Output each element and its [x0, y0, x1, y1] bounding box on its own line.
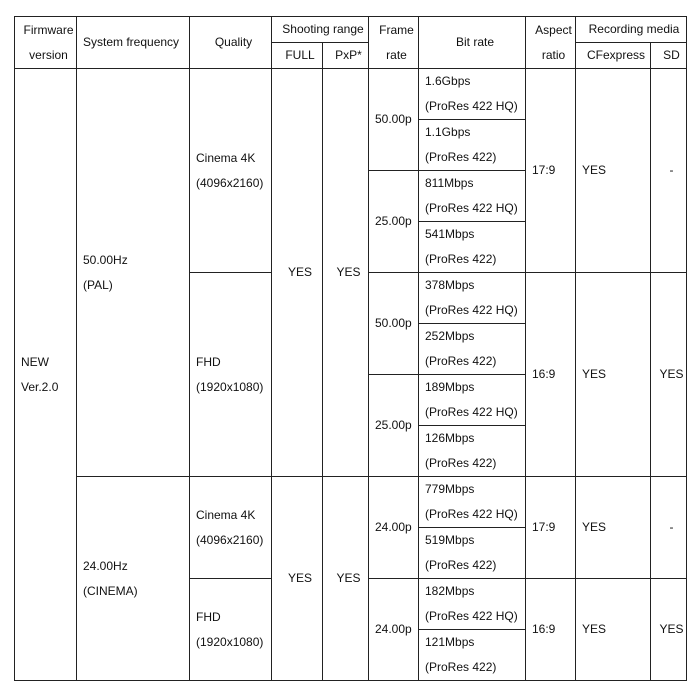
aspect-ratio-cell: 17:9 — [526, 69, 576, 273]
bit-rate-cell: 182Mbps (ProRes 422 HQ) — [419, 579, 526, 630]
frame-rate-cell: 25.00p — [369, 375, 419, 477]
bit-rate-cell: 121Mbps (ProRes 422) — [419, 630, 526, 681]
aspect-ratio-cell: 16:9 — [526, 273, 576, 477]
full-yes-cell: YES — [272, 477, 323, 681]
bit-rate-cell: 519Mbps (ProRes 422) — [419, 528, 526, 579]
bit-rate-cell: 811Mbps (ProRes 422 HQ) — [419, 171, 526, 222]
pxp-yes-cell: YES — [323, 69, 369, 477]
quality-cinema4k-cell: Cinema 4K (4096x2160) — [190, 477, 272, 579]
sd-cell: - — [651, 69, 687, 273]
full-header: FULL — [272, 43, 323, 69]
firmware-version-cell: NEW Ver.2.0 — [15, 69, 77, 681]
bit-rate-cell: 189Mbps (ProRes 422 HQ) — [419, 375, 526, 426]
quality-header: Quality — [190, 17, 272, 69]
quality-fhd-cell: FHD (1920x1080) — [190, 273, 272, 477]
full-yes-cell: YES — [272, 69, 323, 477]
sd-cell: - — [651, 477, 687, 579]
cfexpress-header: CFexpress — [576, 43, 651, 69]
recording-media-header: Recording media — [576, 17, 687, 43]
bit-rate-cell: 541Mbps (ProRes 422) — [419, 222, 526, 273]
table-row — [15, 69, 687, 95]
cfexpress-cell: YES — [576, 579, 651, 681]
table-row — [15, 477, 687, 503]
shooting-range-header: Shooting range — [272, 17, 369, 43]
cfexpress-cell: YES — [576, 477, 651, 579]
aspect-ratio-cell: 16:9 — [526, 579, 576, 681]
bit-rate-cell: 126Mbps (ProRes 422) — [419, 426, 526, 477]
frame-rate-cell: 25.00p — [369, 171, 419, 273]
frame-rate-cell: 50.00p — [369, 273, 419, 375]
aspect-ratio-cell: 17:9 — [526, 477, 576, 579]
cfexpress-cell: YES — [576, 69, 651, 273]
frame-rate-header: Frame rate — [369, 17, 419, 69]
system-frequency-cinema-cell: 24.00Hz (CINEMA) — [77, 477, 190, 681]
aspect-ratio-header: Aspect ratio — [526, 17, 576, 69]
frame-rate-cell: 24.00p — [369, 579, 419, 681]
cfexpress-cell: YES — [576, 273, 651, 477]
header-row — [15, 17, 687, 43]
bit-rate-cell: 1.6Gbps (ProRes 422 HQ) — [419, 69, 526, 120]
bit-rate-cell: 1.1Gbps (ProRes 422) — [419, 120, 526, 171]
bit-rate-cell: 779Mbps (ProRes 422 HQ) — [419, 477, 526, 528]
quality-cinema4k-cell: Cinema 4K (4096x2160) — [190, 69, 272, 273]
pxp-header: PxP* — [323, 43, 369, 69]
bit-rate-header: Bit rate — [419, 17, 526, 69]
system-frequency-pal-cell: 50.00Hz (PAL) — [77, 69, 190, 477]
bit-rate-cell: 252Mbps (ProRes 422) — [419, 324, 526, 375]
pxp-yes-cell: YES — [323, 477, 369, 681]
sd-header: SD — [651, 43, 687, 69]
quality-fhd-cell: FHD (1920x1080) — [190, 579, 272, 681]
frame-rate-cell: 50.00p — [369, 69, 419, 171]
sd-cell: YES — [651, 579, 687, 681]
firmware-spec-table — [14, 16, 687, 681]
firmware-version-header: Firmware version — [15, 17, 77, 69]
sd-cell: YES — [651, 273, 687, 477]
system-frequency-header: System frequency — [77, 17, 190, 69]
frame-rate-cell: 24.00p — [369, 477, 419, 579]
bit-rate-cell: 378Mbps (ProRes 422 HQ) — [419, 273, 526, 324]
